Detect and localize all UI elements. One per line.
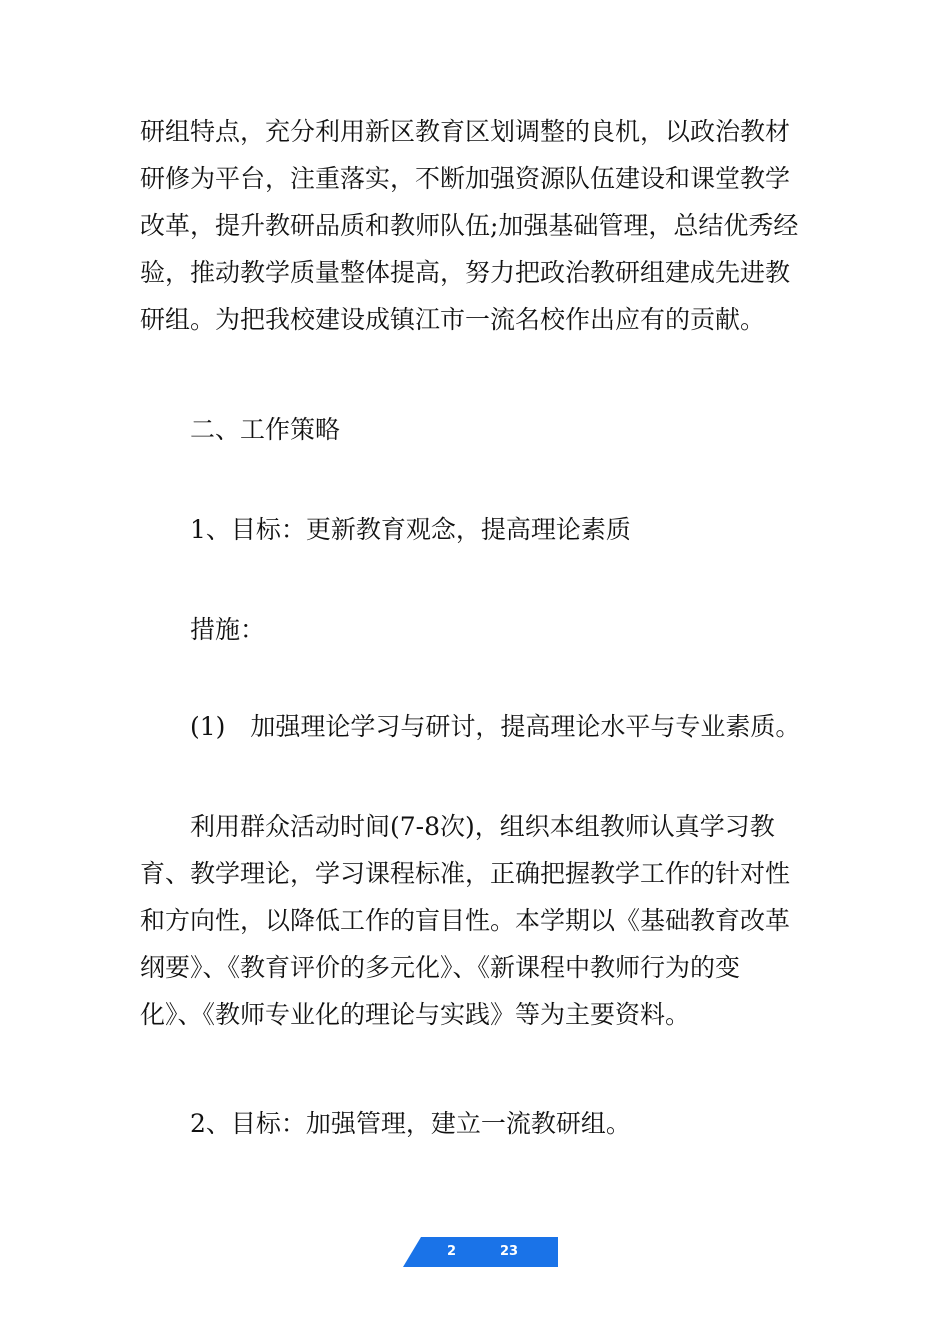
paragraph-line: 研组特点，充分利用新区教育区划调整的良机，以政治教材 <box>140 117 791 146</box>
goal-1 <box>190 506 820 553</box>
goal-1-text: 1、目标：更新教育观念，提高理论素质 <box>190 515 631 544</box>
paragraph-measure-detail <box>140 803 820 1038</box>
paragraph-line: 和方向性，以降低工作的盲目性。本学期以《基础教育改革 <box>140 906 791 935</box>
paragraph-line: 研组。为把我校建设成镇江市一流名校作出应有的贡献。 <box>140 305 766 334</box>
section-heading-text: 二、工作策略 <box>190 415 341 444</box>
paragraph-line: 纲要》、《教育评价的多元化》、《新课程中教师行为的变 <box>140 953 741 982</box>
measures-label-text: 措施： <box>190 615 266 644</box>
goal-2 <box>190 1100 820 1147</box>
paragraph-line: 验，推动教学质量整体提高，努力把政治教研组建成先进教 <box>140 258 791 287</box>
total-page-count: 23 <box>500 1244 519 1259</box>
section-heading <box>190 406 820 453</box>
paragraph-line: 研修为平台，注重落实，不断加强资源队伍建设和课堂教学 <box>140 164 791 193</box>
measures-label <box>190 606 820 653</box>
measure-1 <box>190 703 820 750</box>
page-badge-shape <box>403 1237 558 1267</box>
paragraph-line: 化》、《教师专业化的理论与实践》等为主要资料。 <box>140 1000 691 1029</box>
goal-2-text: 2、目标：加强管理，建立一流教研组。 <box>190 1109 631 1138</box>
paragraph-intro <box>140 108 820 343</box>
paragraph-line: 利用群众活动时间(7-8次)，组织本组教师认真学习教 <box>190 812 775 841</box>
paragraph-line: 育、教学理论，学习课程标准，正确把握教学工作的针对性 <box>140 859 791 888</box>
paragraph-line: 改革，提升教研品质和教师队伍;加强基础管理，总结优秀经 <box>140 211 799 240</box>
current-page-number: 2 <box>447 1244 457 1259</box>
page-number-badge <box>403 1237 558 1267</box>
measure-1-text: (1) 加强理论学习与研讨，提高理论水平与专业素质。 <box>190 712 801 741</box>
